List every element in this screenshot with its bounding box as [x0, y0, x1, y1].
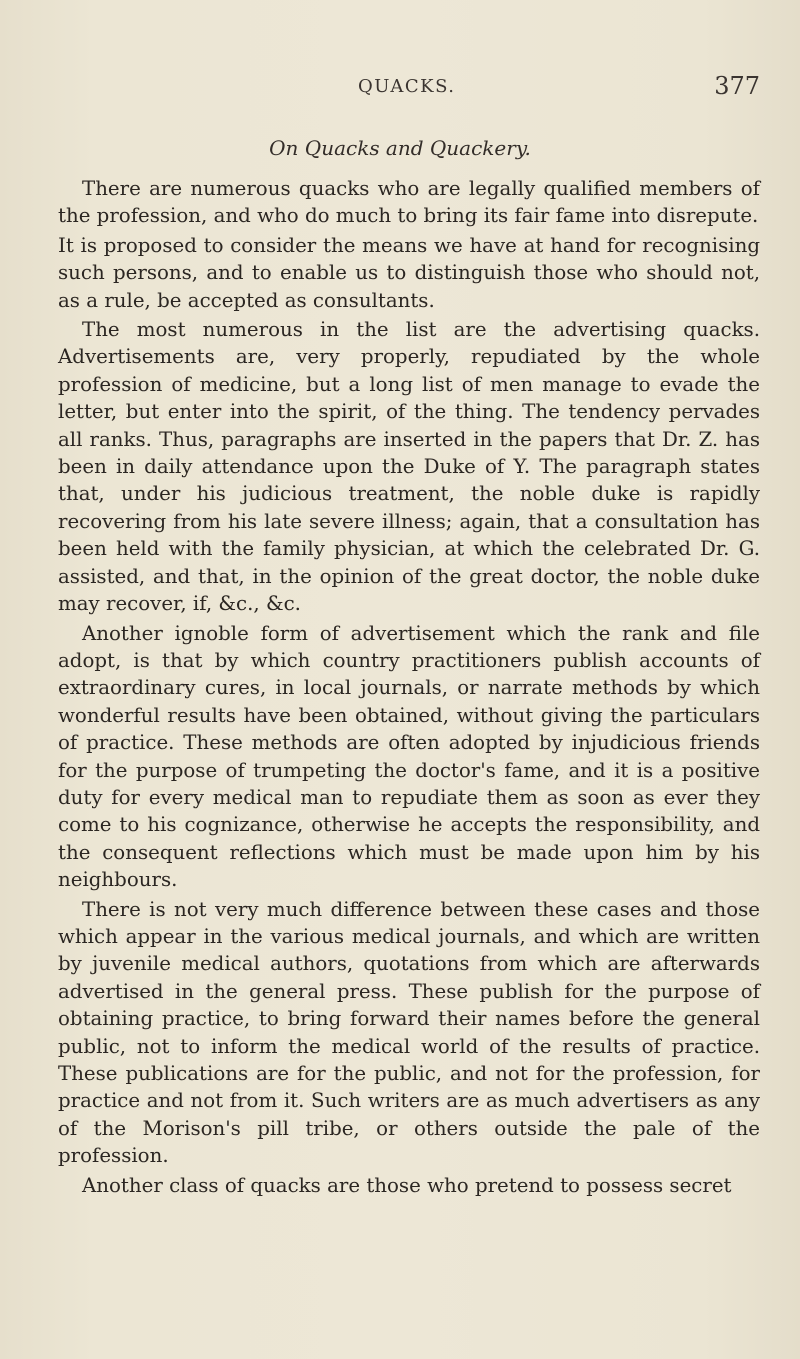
section-title: On Quacks and Quackery.	[269, 136, 531, 160]
paragraph: Another ignoble form of advertisement which the rank and file adopt, is that by which country practitioners publish accounts of extraordinary cures, in local journals, or narrate methods by which wonderful results have been obtained, without giving the particulars of practice. These methods are often adopted by injudicious friends for the purpose of trumpeting the doctor's fame, and it is a positive duty for every medical man to repudiate them as soon as ever they come to his cognizance, otherwise he accepts the responsibility, and the consequent reflections which must be made upon him by his neighbours.	[58, 621, 760, 892]
paragraph: It is proposed to consider the means we have at hand for recognising such persons, and to enable us to distinguish those who should not, as a rule, be accepted as consultants.	[58, 233, 760, 312]
body-text	[58, 175, 760, 1201]
paragraph: There is not very much difference between these cases and those which appear in the various medical journals, and which are written by juvenile medical authors, quotations from which are afterwards advertised in the general press. These publish for the purpose of obtaining practice, to bring forward their names before the general public, not to inform the medical world of the results of practice. These publications are for the public, and not for the profession, for practice and not from it. Such writers are as much advertisers as any of the Morison's pill tribe, or others outside the pale of the profession.	[58, 897, 760, 1168]
paragraph: The most numerous in the list are the advertising quacks. Advertisements are, very properly, repudiated by the whole profession of medicine, but a long list of men manage to evade the letter, but enter into the spirit, of the thing. The tendency pervades all ranks. Thus, paragraphs are inserted in the papers that Dr. Z. has been in daily attendance upon the Duke of Y. The paragraph states that, under his judicious treatment, the noble duke is rapidly recovering from his late severe illness; again, that a consultation has been held with the family physician, at which the celebrated Dr. G. assisted, and that, in the opinion of the great doctor, the noble duke may recover, if, &c., &c.	[58, 318, 760, 616]
running-head	[58, 72, 760, 106]
running-title: QUACKS.	[358, 76, 456, 97]
page-number: 377	[714, 72, 760, 100]
paragraph: There are numerous quacks who are legally qualified members of the profession, and who do much to bring its fair fame into disrepute.	[58, 177, 760, 228]
paragraph: Another class of quacks are those who pretend to possess secret	[82, 1173, 732, 1197]
